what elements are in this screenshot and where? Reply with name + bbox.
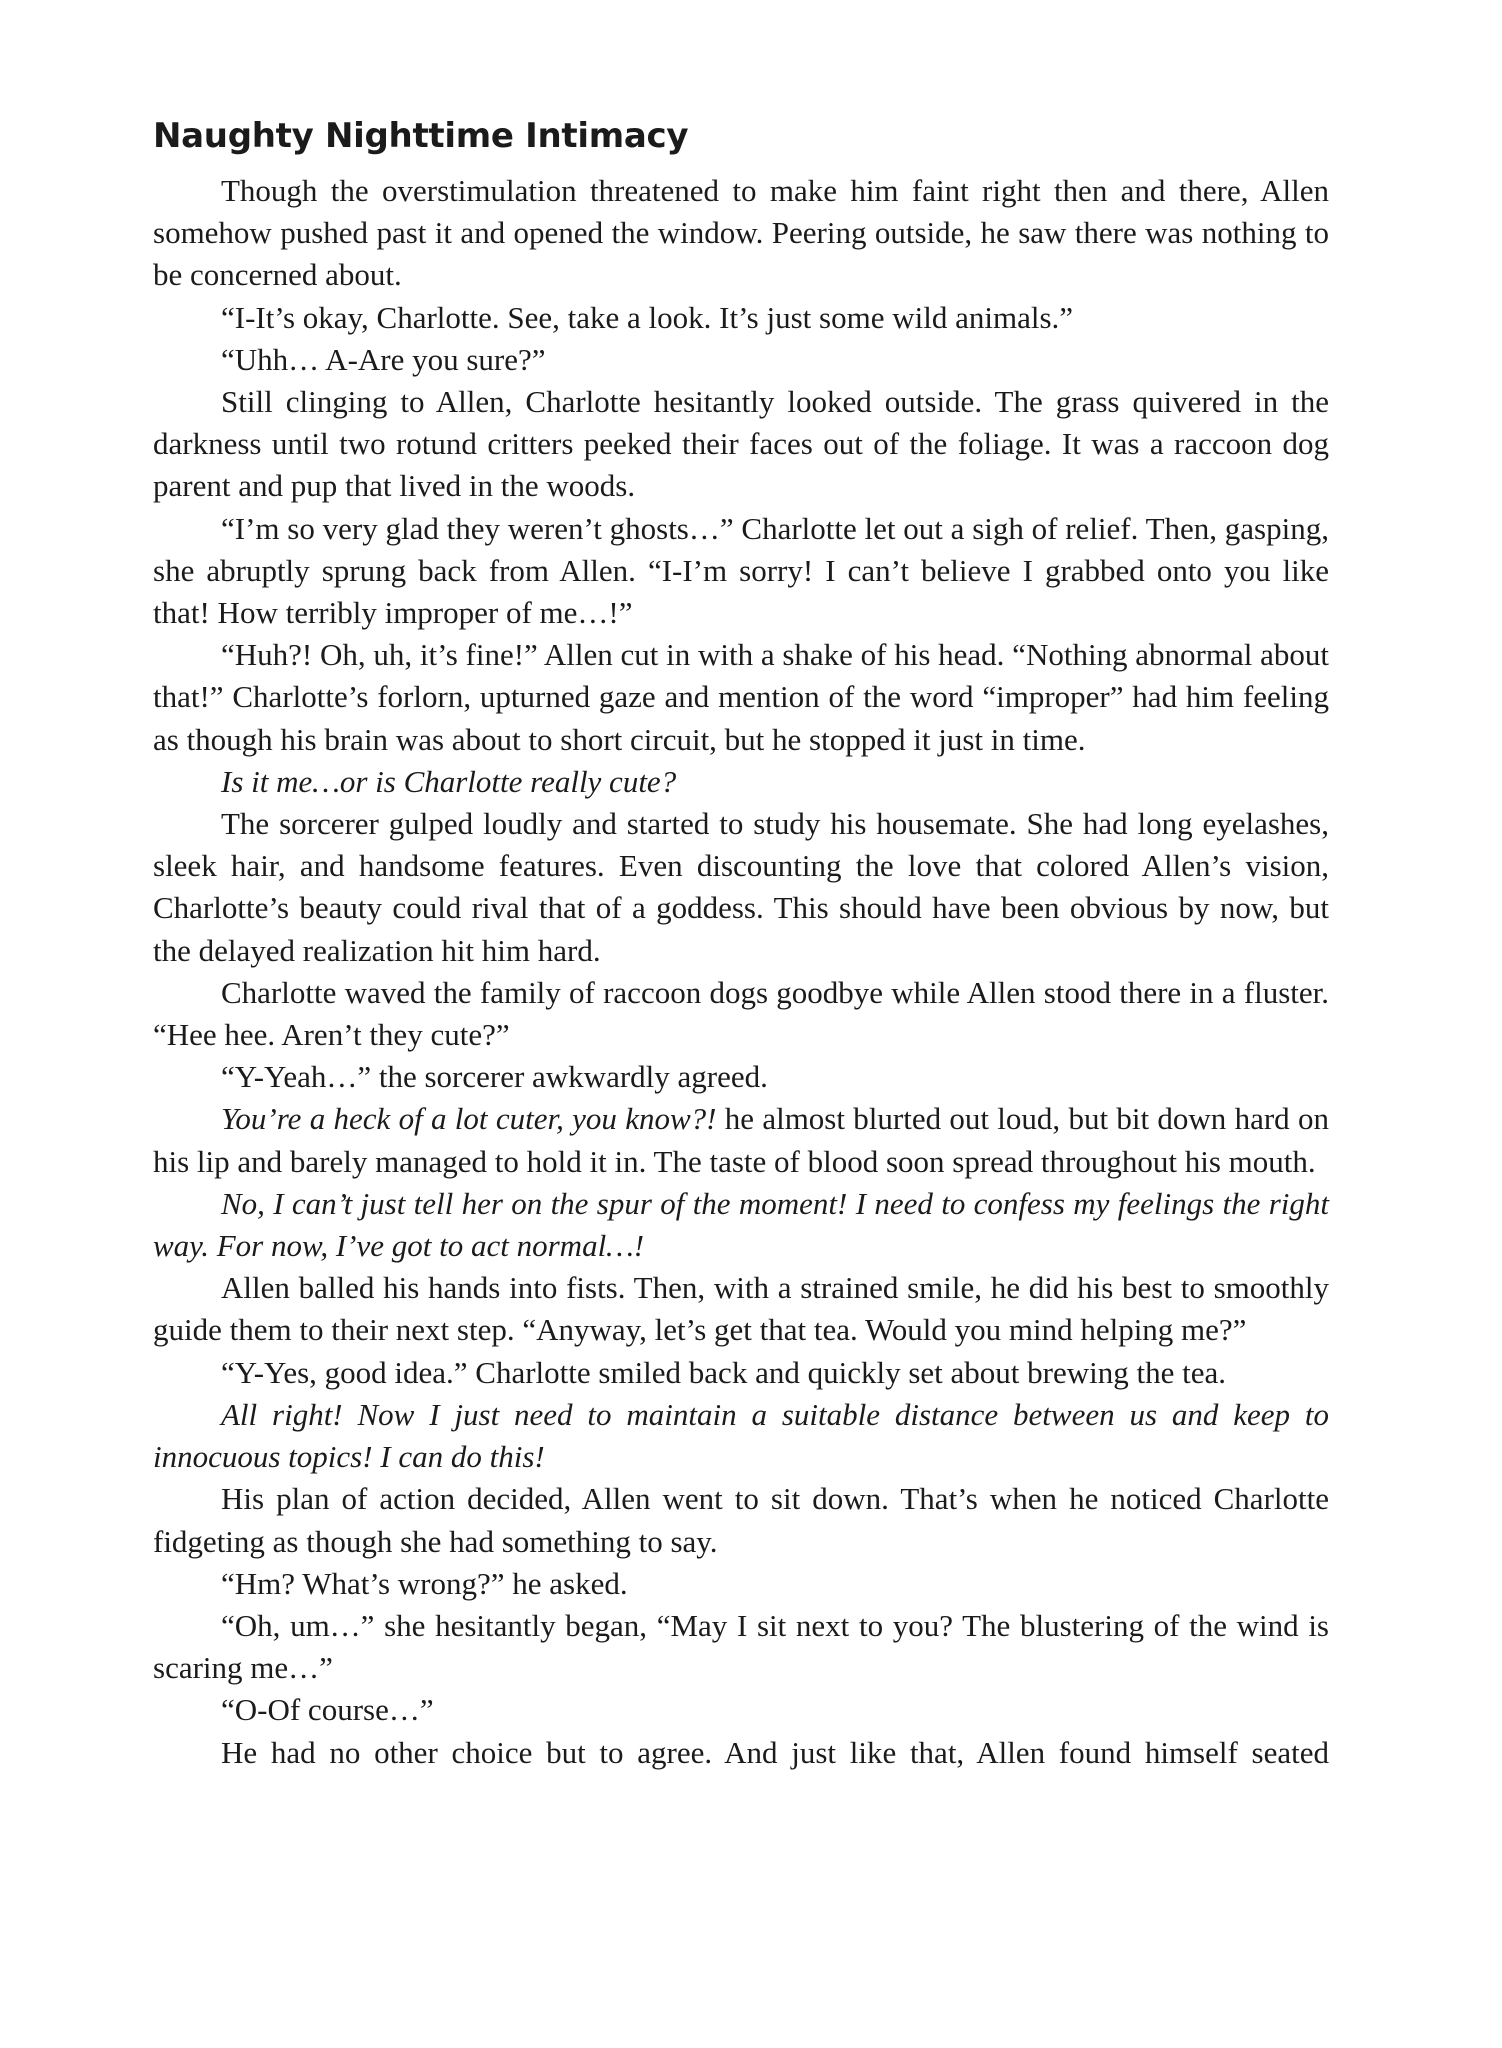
paragraph-19: “O-Of course…” bbox=[221, 1692, 434, 1728]
paragraph-18: “Oh, um…” she hesitantly began, “May I sit next to you? The blustering of the wind is scaring me…” bbox=[153, 1607, 1329, 1686]
paragraph-16: His plan of action decided, Allen went to sit down. That’s when he noticed Charlotte fidgeting as though she had something to say. bbox=[153, 1481, 1329, 1559]
paragraph-9: Charlotte waved the family of raccoon dogs goodbye while Allen stood there in a fluster. “Hee hee. Aren’t they cute?” bbox=[153, 974, 1329, 1053]
paragraph-4: Still clinging to Allen, Charlotte hesitantly looked outside. The grass quivered in the darkness until two rotund critters peeked their faces out of the foliage. It was a raccoon dog parent and pup that lived in the woods. bbox=[153, 384, 1329, 504]
paragraph-11-rest: he almost blurted out loud, but bit down hard on his lip and barely managed to hold it in. The taste of blood soon spread throughout his mouth. bbox=[153, 1101, 1329, 1179]
paragraph-2: “I-It’s okay, Charlotte. See, take a look. It’s just some wild animals.” bbox=[221, 299, 1074, 335]
book-page bbox=[153, 112, 1329, 1774]
paragraph-1: Though the overstimulation threatened to make him faint right then and there, Allen somehow pushed past it and opened the window. Peering outside, he saw there was nothing to be concerned about. bbox=[153, 173, 1329, 293]
paragraph-6: “Huh?! Oh, uh, it’s fine!” Allen cut in with a shake of his head. “Nothing abnormal about that!” Charlotte’s forlorn, upturned gaze and mention of the word “improper” had him feeling as though his brain was about to short circuit, but he stopped it just in time. bbox=[153, 637, 1329, 757]
paragraph-13: Allen balled his hands into fists. Then, with a strained smile, he did his best to smoothly guide them to their next step. “Anyway, let’s get that tea. Would you mind helping me?” bbox=[153, 1270, 1329, 1348]
paragraph-11 bbox=[153, 1098, 1329, 1182]
paragraph-20: He had no other choice but to agree. And just like that, Allen found himself seated bbox=[221, 1734, 1329, 1770]
paragraph-8: The sorcerer gulped loudly and started to study his housemate. She had long eyelashes, sleek hair, and handsome features. Even discounting the love that colored Allen’s vision, Charlotte’s beauty could rival that of a goddess. This should have been obvious by now, but the delayed realization hit him hard. bbox=[153, 806, 1329, 968]
paragraph-7-thought: Is it me…or is Charlotte really cute? bbox=[221, 763, 677, 799]
paragraph-17: “Hm? What’s wrong?” he asked. bbox=[221, 1565, 628, 1601]
paragraph-12-thought: No, I can’t just tell her on the spur of the moment! I need to confess my feelings the right way. For now, I’ve got to act normal…! bbox=[153, 1185, 1329, 1264]
paragraph-15-thought: All right! Now I just need to maintain a suitable distance between us and keep to innocuous topics! I can do this! bbox=[153, 1396, 1329, 1475]
paragraph-14: “Y-Yes, good idea.” Charlotte smiled back and quickly set about brewing the tea. bbox=[221, 1354, 1226, 1390]
paragraph-3: “Uhh… A-Are you sure?” bbox=[221, 341, 546, 377]
paragraph-5: “I’m so very glad they weren’t ghosts…” Charlotte let out a sigh of relief. Then, gasping, she abruptly sprung back from Allen. “I-I’m sorry! I can’t believe I grabbed onto you like that! How terribly improper of me…!” bbox=[153, 510, 1329, 631]
chapter-title: Naughty Nighttime Intimacy bbox=[153, 116, 689, 156]
paragraph-11-italic-lead: You’re a heck of a lot cuter, you know?! bbox=[221, 1101, 717, 1137]
paragraph-10: “Y-Yeah…” the sorcerer awkwardly agreed. bbox=[221, 1059, 768, 1095]
